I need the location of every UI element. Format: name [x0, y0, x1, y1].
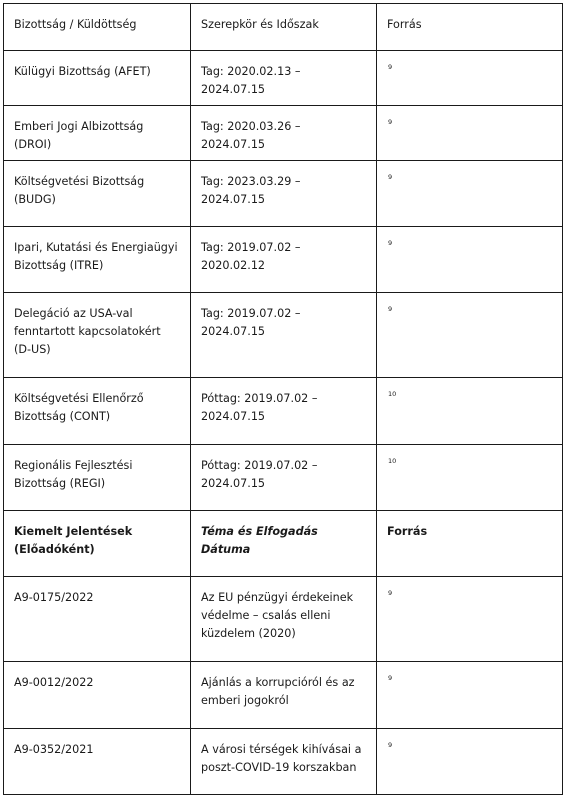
committee-source	[377, 378, 563, 445]
header-role-period: Szerepkör és Időszak	[191, 4, 377, 51]
table-row	[4, 662, 563, 729]
table-row	[4, 161, 563, 227]
committee-role: Tag: 2023.03.29 – 2024.07.15	[191, 161, 377, 227]
committee-source	[377, 445, 563, 511]
header-topic-date: Téma és Elfogadás Dátuma	[191, 511, 377, 577]
committee-role: Tag: 2020.02.13 – 2024.07.15	[191, 51, 377, 106]
footnote-ref: 9	[388, 674, 393, 682]
committee-role: Tag: 2019.07.02 – 2024.07.15	[191, 293, 377, 378]
table-row	[4, 293, 563, 378]
footnote-ref: 9	[388, 239, 393, 247]
footnote-ref: 9	[388, 63, 393, 71]
committee-source	[377, 51, 563, 106]
table-row	[4, 51, 563, 106]
committee-source	[377, 293, 563, 378]
header-reports-source: Forrás	[377, 511, 563, 577]
committee-name: Delegáció az USA-val fenntartott kapcsolatokért (D-US)	[4, 293, 191, 378]
report-source	[377, 662, 563, 729]
report-id: A9-0012/2022	[4, 662, 191, 729]
table-header-row	[4, 4, 563, 51]
committee-name: Ipari, Kutatási és Energiaügyi Bizottság (ITRE)	[4, 227, 191, 293]
header-source: Forrás	[377, 4, 563, 51]
report-source	[377, 577, 563, 662]
table-row	[4, 227, 563, 293]
header-reports: Kiemelt Jelentések (Előadóként)	[4, 511, 191, 577]
report-id: A9-0175/2022	[4, 577, 191, 662]
footnote-ref: 9	[388, 741, 393, 749]
committee-role: Póttag: 2019.07.02 – 2024.07.15	[191, 445, 377, 511]
report-topic: Az EU pénzügyi érdekeinek védelme – csalás elleni küzdelem (2020)	[191, 577, 377, 662]
committee-role: Tag: 2020.03.26 – 2024.07.15	[191, 106, 377, 161]
table-row	[4, 445, 563, 511]
table-row	[4, 577, 563, 662]
footnote-ref: 9	[388, 173, 393, 181]
committee-role: Póttag: 2019.07.02 – 2024.07.15	[191, 378, 377, 445]
committee-source	[377, 106, 563, 161]
reports-header-row	[4, 511, 563, 577]
committee-name: Költségvetési Bizottság (BUDG)	[4, 161, 191, 227]
footnote-ref: 9	[388, 118, 393, 126]
committee-role: Tag: 2019.07.02 – 2020.02.12	[191, 227, 377, 293]
committee-source	[377, 161, 563, 227]
committees-table	[3, 3, 563, 795]
footnote-ref: 9	[388, 589, 393, 597]
footnote-ref: 9	[388, 305, 393, 313]
committee-name: Költségvetési Ellenőrző Bizottság (CONT)	[4, 378, 191, 445]
report-topic: A városi térségek kihívásai a poszt-COVID-19 korszakban	[191, 729, 377, 795]
committee-name: Regionális Fejlesztési Bizottság (REGI)	[4, 445, 191, 511]
table-row	[4, 106, 563, 161]
committee-source	[377, 227, 563, 293]
committee-name: Emberi Jogi Albizottság (DROI)	[4, 106, 191, 161]
footnote-ref: 10	[388, 457, 397, 465]
header-committee: Bizottság / Küldöttség	[4, 4, 191, 51]
report-id: A9-0352/2021	[4, 729, 191, 795]
report-topic: Ajánlás a korrupcióról és az emberi jogokról	[191, 662, 377, 729]
table-row	[4, 378, 563, 445]
footnote-ref: 10	[388, 390, 397, 398]
committee-name: Külügyi Bizottság (AFET)	[4, 51, 191, 106]
